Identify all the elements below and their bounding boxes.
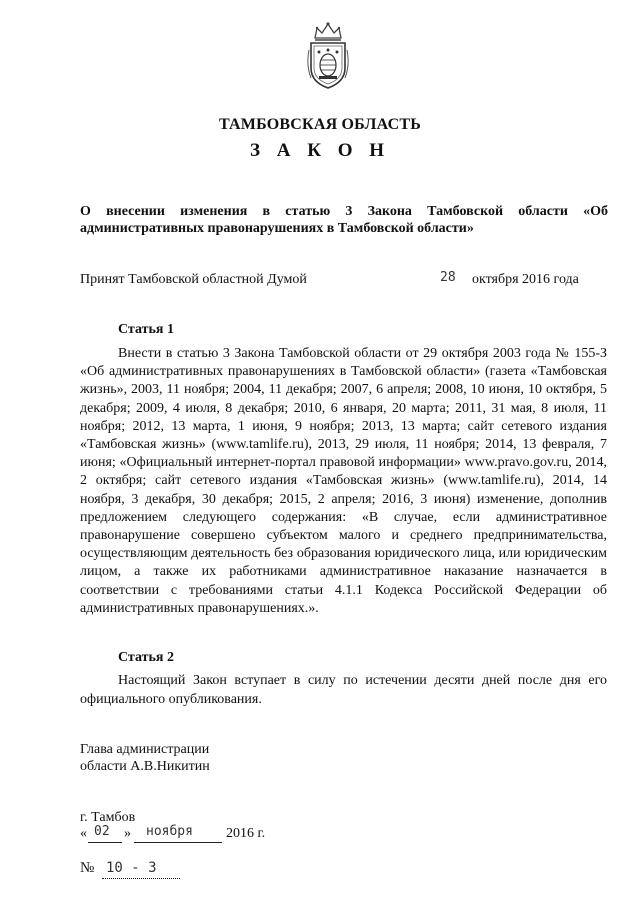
article-2-body — [80, 671, 607, 709]
date-day: 02 — [94, 824, 110, 839]
law-subject: О внесении изменения в статью 3 Закона Тамбовской области «Об административных правонарушениях в Тамбовской области» — [80, 204, 608, 236]
law-number — [80, 860, 280, 884]
article-1-title: Статья 1 — [118, 322, 174, 337]
date-year: 2016 г. — [226, 826, 266, 841]
date-month: ноября — [146, 824, 193, 839]
adoption-date: октября 2016 года — [472, 272, 579, 287]
date-close-quote: » — [124, 826, 131, 841]
region-title: ТАМБОВСКАЯ ОБЛАСТЬ — [218, 116, 422, 133]
signing-city: г. Тамбов — [80, 810, 136, 825]
adoption-day: 28 — [440, 270, 456, 285]
article-1-body — [80, 345, 607, 618]
adoption-label: Принят Тамбовской областной Думой — [80, 272, 307, 287]
number-label: № — [80, 860, 95, 876]
coat-of-arms-icon — [305, 20, 351, 90]
signatory-position: Глава администрации — [80, 742, 210, 757]
article-2-title: Статья 2 — [118, 650, 174, 665]
signing-date — [80, 826, 380, 848]
number-value: 10 - З — [106, 860, 157, 876]
date-open-quote: « — [80, 826, 87, 841]
signatory-name: области А.В.Никитин — [80, 759, 210, 774]
article-1-text: Внести в статью 3 Закона Тамбовской области от 29 октября 2003 года № 155-З «Об административных правонарушениях в Тамбовской области» (газета «Тамбовская жизнь», 2003, 11 ноября; 2004, 11 декабря; 2007, 6 апреля; 2008, 10 июня, 10 октября, 5 декабря; 2009, 4 июля, 8 декабря; 2010, 6 января, 20 марта; 2011, 31 мая, 8 июля, 11 ноября; 2012, 13 марта, 1 июня, 9 ноября; 2013, 13 марта; сайт сетевого издания «Тамбовская жизнь» (www.tamlife.ru), 2013, 29 июля, 11 ноября; 2014, 13 февраля, 7 июня; «Официальный интернет-портал правовой информации» www.pravo.gov.ru, 2014, 2 октября; сайт сетевого издания «Тамбовская жизнь» (www.tamlife.ru), 2014, 14 ноября, 3 декабря, 30 декабря; 2015, 2 апреля; 2016, 3 июня) изменение, дополнив предложением следующего содержания: «В случае, если административное правонарушение совершено субъектом малого и среднего предпринимательства, осуществляющим деятельность без образования юридического лица, или юридическим лицом, а также их работниками административное наказание назначается в соответствии с требованиями статьи 4.1.1 Кодекса Российской Федерации об административных правонарушениях.». — [80, 346, 607, 616]
document-type: З А К О Н — [249, 140, 391, 161]
article-2-text: Настоящий Закон вступает в силу по истечении десяти дней после дня его официального опубликования. — [80, 673, 607, 707]
